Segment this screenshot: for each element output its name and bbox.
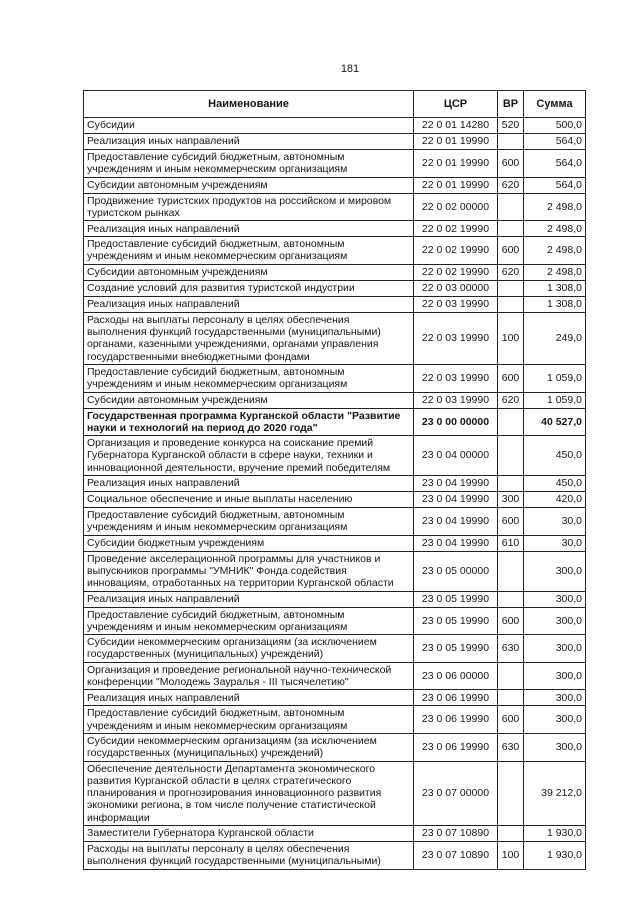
cell-vr: 600 <box>498 508 524 536</box>
cell-sum: 249,0 <box>524 312 586 364</box>
cell-vr: 600 <box>498 607 524 635</box>
cell-sum: 300,0 <box>524 607 586 635</box>
cell-vr <box>498 662 524 690</box>
cell-sum: 40 527,0 <box>524 408 586 436</box>
cell-vr <box>498 591 524 607</box>
cell-csr: 23 0 07 00000 <box>414 761 498 825</box>
table-row <box>84 436 586 476</box>
cell-vr <box>498 280 524 296</box>
cell-csr: 23 0 04 19990 <box>414 476 498 492</box>
cell-csr: 22 0 03 19990 <box>414 312 498 364</box>
cell-csr: 23 0 04 19990 <box>414 508 498 536</box>
table-row <box>84 662 586 690</box>
cell-sum: 564,0 <box>524 177 586 193</box>
table-row <box>84 150 586 178</box>
cell-sum: 500,0 <box>524 118 586 134</box>
cell-name: Обеспечение деятельности Департамента экономического развития Курганской области в целях стратегического планирования и прогнозирования инновационного развития экономики региона, в том числе получение статистической информации <box>84 761 414 825</box>
cell-vr: 630 <box>498 635 524 663</box>
cell-sum: 300,0 <box>524 591 586 607</box>
cell-sum: 1 308,0 <box>524 296 586 312</box>
cell-sum: 450,0 <box>524 436 586 476</box>
cell-name: Социальное обеспечение и иные выплаты населению <box>84 492 414 508</box>
header-vr: ВР <box>498 91 524 118</box>
table-row <box>84 508 586 536</box>
cell-name: Создание условий для развития туристской индустрии <box>84 280 414 296</box>
cell-vr: 610 <box>498 535 524 551</box>
cell-name: Субсидии автономным учреждениям <box>84 177 414 193</box>
cell-name: Субсидии <box>84 118 414 134</box>
cell-vr: 100 <box>498 841 524 869</box>
cell-name: Предоставление субсидий бюджетным, автономным учреждениям и иным некоммерческим организациям <box>84 150 414 178</box>
table-row <box>84 134 586 150</box>
cell-csr: 22 0 03 19990 <box>414 364 498 392</box>
cell-vr: 300 <box>498 492 524 508</box>
table-row <box>84 221 586 237</box>
table-row <box>84 177 586 193</box>
cell-sum: 1 059,0 <box>524 392 586 408</box>
cell-name: Предоставление субсидий бюджетным, автономным учреждениям и иным некоммерческим организациям <box>84 237 414 265</box>
cell-csr: 22 0 01 19990 <box>414 177 498 193</box>
cell-sum: 1 059,0 <box>524 364 586 392</box>
cell-csr: 22 0 02 19990 <box>414 221 498 237</box>
table-row <box>84 551 586 591</box>
table-row <box>84 312 586 364</box>
cell-sum: 564,0 <box>524 150 586 178</box>
cell-csr: 22 0 01 14280 <box>414 118 498 134</box>
cell-csr: 22 0 01 19990 <box>414 134 498 150</box>
cell-name: Предоставление субсидий бюджетным, автономным учреждениям и иным некоммерческим организациям <box>84 706 414 734</box>
cell-sum: 2 498,0 <box>524 264 586 280</box>
cell-csr: 23 0 00 00000 <box>414 408 498 436</box>
cell-name: Реализация иных направлений <box>84 690 414 706</box>
table-row <box>84 825 586 841</box>
cell-sum: 30,0 <box>524 508 586 536</box>
cell-name: Организация и проведение региональной научно-технической конференции "Молодежь Зауралья - III тысячелетию" <box>84 662 414 690</box>
cell-name: Субсидии некоммерческим организациям (за исключением государственных (муниципальных) учреждений) <box>84 733 414 761</box>
cell-csr: 23 0 04 19990 <box>414 492 498 508</box>
cell-name: Продвижение туристских продуктов на российском и мировом туристском рынках <box>84 193 414 221</box>
table-row <box>84 280 586 296</box>
cell-csr: 22 0 03 00000 <box>414 280 498 296</box>
cell-name: Заместители Губернатора Курганской области <box>84 825 414 841</box>
table-row <box>84 237 586 265</box>
cell-vr: 520 <box>498 118 524 134</box>
cell-name: Расходы на выплаты персоналу в целях обеспечения выполнения функций государственными (муниципальными) <box>84 841 414 869</box>
table-row <box>84 841 586 869</box>
cell-vr <box>498 408 524 436</box>
cell-vr <box>498 436 524 476</box>
cell-name: Расходы на выплаты персоналу в целях обеспечения выполнения функций государственными (муниципальными) органами, казенными учреждениями, органами управления государственными внебюджетными фондами <box>84 312 414 364</box>
table-row <box>84 118 586 134</box>
cell-vr <box>498 761 524 825</box>
cell-csr: 22 0 03 19990 <box>414 296 498 312</box>
cell-vr: 600 <box>498 706 524 734</box>
table-row <box>84 476 586 492</box>
table-row <box>84 535 586 551</box>
cell-name: Реализация иных направлений <box>84 134 414 150</box>
table-row <box>84 607 586 635</box>
cell-sum: 1 308,0 <box>524 280 586 296</box>
table-row <box>84 296 586 312</box>
cell-name: Реализация иных направлений <box>84 476 414 492</box>
cell-csr: 22 0 03 19990 <box>414 392 498 408</box>
cell-sum: 300,0 <box>524 733 586 761</box>
cell-vr: 620 <box>498 264 524 280</box>
table-row <box>84 364 586 392</box>
cell-vr: 620 <box>498 177 524 193</box>
cell-sum: 1 930,0 <box>524 841 586 869</box>
cell-sum: 2 498,0 <box>524 193 586 221</box>
cell-name: Субсидии автономным учреждениям <box>84 264 414 280</box>
cell-name: Реализация иных направлений <box>84 296 414 312</box>
budget-table <box>83 90 586 870</box>
cell-vr <box>498 193 524 221</box>
cell-vr <box>498 476 524 492</box>
table-row <box>84 706 586 734</box>
cell-csr: 23 0 07 10890 <box>414 841 498 869</box>
cell-csr: 23 0 05 19990 <box>414 635 498 663</box>
table-row <box>84 264 586 280</box>
cell-csr: 23 0 04 00000 <box>414 436 498 476</box>
cell-name: Субсидии некоммерческим организациям (за исключением государственных (муниципальных) учреждений) <box>84 635 414 663</box>
cell-sum: 39 212,0 <box>524 761 586 825</box>
cell-vr: 600 <box>498 237 524 265</box>
cell-sum: 30,0 <box>524 535 586 551</box>
cell-vr: 630 <box>498 733 524 761</box>
cell-csr: 23 0 07 10890 <box>414 825 498 841</box>
cell-sum: 420,0 <box>524 492 586 508</box>
cell-vr: 100 <box>498 312 524 364</box>
cell-vr <box>498 221 524 237</box>
cell-name: Проведение акселерационной программы для участников и выпускников программы "УМНИК" Фонда содействия инновациям, отработанных на территории Курганской области <box>84 551 414 591</box>
header-csr: ЦСР <box>414 91 498 118</box>
cell-vr: 620 <box>498 392 524 408</box>
cell-csr: 23 0 06 19990 <box>414 706 498 734</box>
cell-name: Организация и проведение конкурса на соискание премий Губернатора Курганской области в сфере науки, техники и инновационной деятельности, вручение премий победителям <box>84 436 414 476</box>
cell-sum: 300,0 <box>524 551 586 591</box>
cell-csr: 23 0 05 19990 <box>414 607 498 635</box>
table-row <box>84 591 586 607</box>
cell-name: Реализация иных направлений <box>84 221 414 237</box>
table-row <box>84 193 586 221</box>
cell-csr: 23 0 06 00000 <box>414 662 498 690</box>
cell-sum: 2 498,0 <box>524 221 586 237</box>
cell-vr <box>498 825 524 841</box>
cell-vr <box>498 551 524 591</box>
cell-name: Реализация иных направлений <box>84 591 414 607</box>
cell-sum: 300,0 <box>524 690 586 706</box>
table-row <box>84 733 586 761</box>
cell-csr: 22 0 02 00000 <box>414 193 498 221</box>
cell-csr: 22 0 02 19990 <box>414 237 498 265</box>
cell-name: Предоставление субсидий бюджетным, автономным учреждениям и иным некоммерческим организациям <box>84 508 414 536</box>
cell-name: Субсидии автономным учреждениям <box>84 392 414 408</box>
table-row <box>84 492 586 508</box>
cell-sum: 300,0 <box>524 635 586 663</box>
cell-vr <box>498 690 524 706</box>
cell-name: Государственная программа Курганской области "Развитие науки и технологий на период до 2020 года" <box>84 408 414 436</box>
cell-name: Субсидии бюджетным учреждениям <box>84 535 414 551</box>
cell-vr <box>498 134 524 150</box>
cell-csr: 22 0 02 19990 <box>414 264 498 280</box>
cell-sum: 300,0 <box>524 662 586 690</box>
cell-csr: 22 0 01 19990 <box>414 150 498 178</box>
cell-sum: 300,0 <box>524 706 586 734</box>
page-number: 181 <box>340 63 360 75</box>
cell-csr: 23 0 06 19990 <box>414 733 498 761</box>
cell-vr: 600 <box>498 150 524 178</box>
table-header-row <box>84 91 586 118</box>
cell-csr: 23 0 06 19990 <box>414 690 498 706</box>
header-name: Наименование <box>84 91 414 118</box>
cell-sum: 1 930,0 <box>524 825 586 841</box>
cell-name: Предоставление субсидий бюджетным, автономным учреждениям и иным некоммерческим организациям <box>84 607 414 635</box>
cell-name: Предоставление субсидий бюджетным, автономным учреждениям и иным некоммерческим организациям <box>84 364 414 392</box>
table-row <box>84 635 586 663</box>
header-sum: Сумма <box>524 91 586 118</box>
cell-vr: 600 <box>498 364 524 392</box>
cell-vr <box>498 296 524 312</box>
cell-sum: 564,0 <box>524 134 586 150</box>
cell-sum: 450,0 <box>524 476 586 492</box>
table-row <box>84 392 586 408</box>
table-row <box>84 690 586 706</box>
table-row-program <box>84 408 586 436</box>
cell-csr: 23 0 04 19990 <box>414 535 498 551</box>
table-row <box>84 761 586 825</box>
cell-csr: 23 0 05 19990 <box>414 591 498 607</box>
cell-sum: 2 498,0 <box>524 237 586 265</box>
cell-csr: 23 0 05 00000 <box>414 551 498 591</box>
